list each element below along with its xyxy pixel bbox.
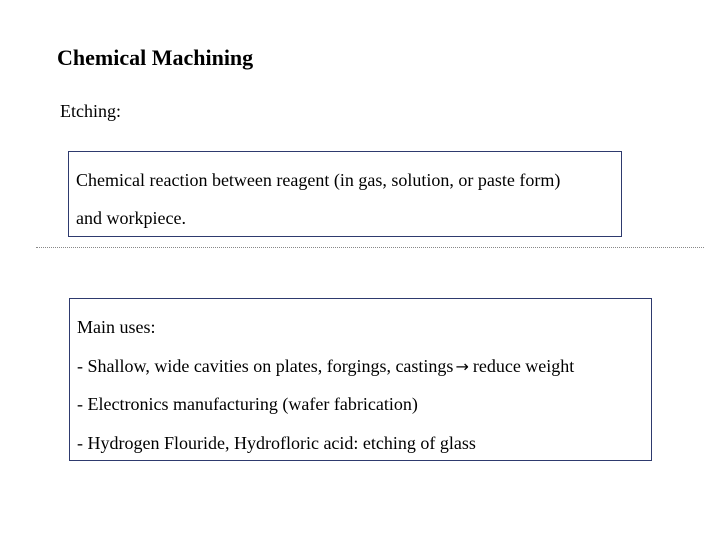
slide-title: Chemical Machining [57, 45, 254, 70]
uses-item-3: - Hydrogen Flouride, Hydrofloric acid: etching of glass [77, 433, 476, 453]
uses-box [69, 298, 652, 461]
definition-line-2: and workpiece. [76, 208, 186, 228]
uses-item-2: - Electronics manufacturing (wafer fabrication) [77, 394, 418, 414]
uses-item-1-text: - Shallow, wide cavities on plates, forgings, castings [77, 356, 454, 376]
uses-item-1-result: reduce weight [472, 356, 575, 376]
right-arrow-icon: → [455, 357, 469, 376]
definition-line-1: Chemical reaction between reagent (in gas, solution, or paste form) [76, 170, 561, 190]
uses-item-1 [77, 354, 574, 379]
definition-box [68, 151, 622, 237]
dotted-divider [36, 247, 704, 248]
uses-heading: Main uses: [77, 317, 156, 337]
section-heading: Etching: [60, 101, 121, 121]
